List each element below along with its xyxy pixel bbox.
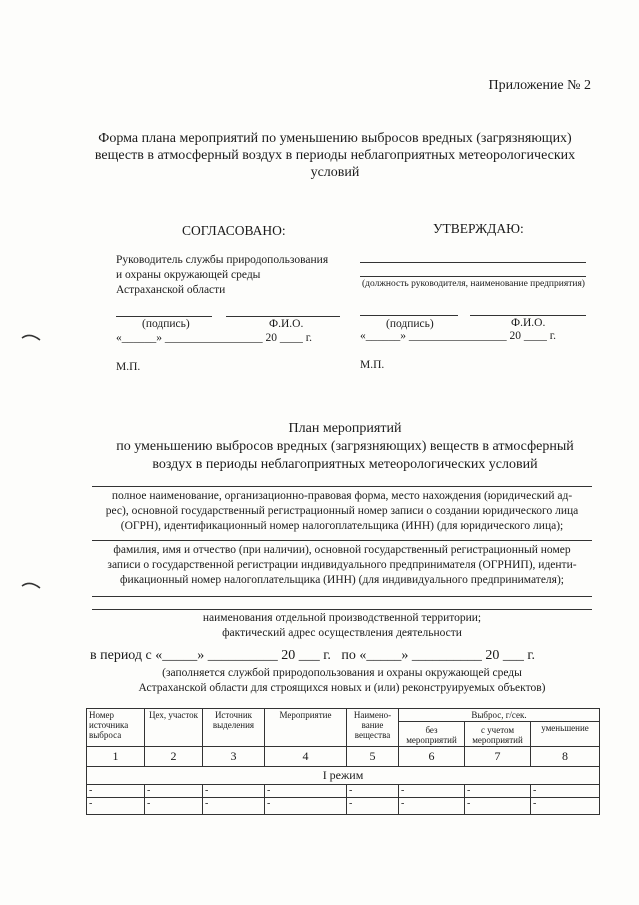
period-note: (заполняется службой природопользования и охраны окружающей среды Астраханской области для строящихся новых и (или) реконструируемых объектов) bbox=[138, 667, 546, 694]
mode-label: I режим bbox=[87, 767, 600, 785]
table-header-row bbox=[87, 709, 600, 722]
table-cell[interactable]: - bbox=[531, 798, 600, 815]
table-cell[interactable]: - bbox=[531, 785, 600, 798]
table-row bbox=[87, 798, 600, 815]
punch-mark-icon bbox=[20, 578, 42, 592]
column-number: 6 bbox=[399, 747, 465, 767]
approved-position-line-2[interactable] bbox=[360, 276, 586, 277]
header-reduction: уменьшение bbox=[531, 722, 600, 747]
table-mode-row bbox=[87, 767, 600, 785]
table-cell[interactable]: - bbox=[265, 785, 347, 798]
column-number: 3 bbox=[203, 747, 265, 767]
agreed-date: «______» _________________ 20 ____ г. bbox=[116, 332, 313, 344]
column-number: 7 bbox=[465, 747, 531, 767]
emissions-table bbox=[86, 708, 600, 815]
approved-name-label: Ф.И.О. bbox=[511, 317, 546, 329]
agreed-sign-label: (подпись) bbox=[142, 318, 190, 330]
header-substance: Наимено-вание вещества bbox=[347, 709, 399, 747]
table-row bbox=[87, 785, 600, 798]
table-number-row bbox=[87, 747, 600, 767]
approved-stamp: М.П. bbox=[360, 359, 385, 371]
column-number: 8 bbox=[531, 747, 600, 767]
agreed-org: Руководитель службы природопользования и охраны окружающей среды Астраханской области bbox=[116, 254, 329, 296]
territory-line-1[interactable] bbox=[92, 596, 592, 597]
punch-mark-icon bbox=[20, 330, 42, 344]
approved-sign-line[interactable] bbox=[360, 315, 458, 316]
legal-entity-caption: полное наименование, организационно-правовая форма, место нахождения (юридический ад- рес), основной государственный регистрационный номер записи о создании юридического лица (ОГРН), идентификационный номер налогоплательщика (ИНН) (для юридического лица); bbox=[105, 490, 579, 532]
header-workshop: Цех, участок bbox=[145, 709, 203, 747]
ip-line[interactable] bbox=[92, 540, 592, 541]
column-number: 4 bbox=[265, 747, 347, 767]
agreed-name-label: Ф.И.О. bbox=[269, 318, 304, 330]
column-number: 5 bbox=[347, 747, 399, 767]
table-cell[interactable]: - bbox=[399, 785, 465, 798]
approved-position-caption: (должность руководителя, наименование предприятия) bbox=[362, 279, 585, 289]
table-cell[interactable]: - bbox=[347, 785, 399, 798]
approved-sign-label: (подпись) bbox=[386, 318, 434, 330]
approved-name-line[interactable] bbox=[470, 315, 586, 316]
plan-title: План мероприятий по уменьшению выбросов вредных (загрязняющих) веществ в атмосферный воздух в периоды неблагоприятных метеорологических условий bbox=[116, 421, 574, 472]
table-cell[interactable]: - bbox=[347, 798, 399, 815]
column-number: 1 bbox=[87, 747, 145, 767]
table-cell[interactable]: - bbox=[203, 798, 265, 815]
approved-position-line-1[interactable] bbox=[360, 262, 586, 263]
agreed-heading: СОГЛАСОВАНО: bbox=[182, 223, 286, 238]
table-cell[interactable]: - bbox=[87, 798, 145, 815]
approved-heading: УТВЕРЖДАЮ: bbox=[433, 221, 524, 236]
table-cell[interactable]: - bbox=[203, 785, 265, 798]
table-cell[interactable]: - bbox=[465, 798, 531, 815]
column-number: 2 bbox=[145, 747, 203, 767]
period-line: в период с «_____» __________ 20 ___ г. по «_____» __________ 20 ___ г. bbox=[90, 648, 536, 663]
header-without-measures: без мероприятий bbox=[399, 722, 465, 747]
header-emission: Выброс, г/сек. bbox=[399, 709, 600, 722]
header-with-measures: с учетом мероприятий bbox=[465, 722, 531, 747]
table-cell[interactable]: - bbox=[87, 785, 145, 798]
table-cell[interactable]: - bbox=[145, 798, 203, 815]
territory-line-2[interactable] bbox=[92, 609, 592, 610]
agreed-name-line[interactable] bbox=[226, 316, 340, 317]
table-cell[interactable]: - bbox=[399, 798, 465, 815]
table-cell[interactable]: - bbox=[145, 785, 203, 798]
appendix-number: Приложение № 2 bbox=[488, 78, 591, 93]
approved-date: «______» _________________ 20 ____ г. bbox=[360, 330, 557, 342]
header-measure: Мероприятие bbox=[265, 709, 347, 747]
header-emission-source: Источник выделения bbox=[203, 709, 265, 747]
form-title: Форма плана мероприятий по уменьшению выбросов вредных (загрязняющих) веществ в атмосферный воздух в периоды неблагоприятных метеорологических условий bbox=[94, 131, 576, 180]
agreed-stamp: М.П. bbox=[116, 361, 141, 373]
territory-caption: наименования отдельной производственной территории; фактический адрес осуществления деятельности bbox=[202, 612, 482, 639]
header-source-number: Номер источника выброса bbox=[87, 709, 145, 747]
ip-caption: фамилия, имя и отчество (при наличии), основной государственный регистрационный номер записи о государственной регистрации индивидуального предпринимателя (ОГРНИП), иденти- фикационный номер налогоплательщика (ИНН) (для индивидуального предпринимателя); bbox=[107, 544, 577, 586]
table-cell[interactable]: - bbox=[465, 785, 531, 798]
agreed-sign-line[interactable] bbox=[116, 316, 212, 317]
table-cell[interactable]: - bbox=[265, 798, 347, 815]
legal-entity-line[interactable] bbox=[92, 486, 592, 487]
